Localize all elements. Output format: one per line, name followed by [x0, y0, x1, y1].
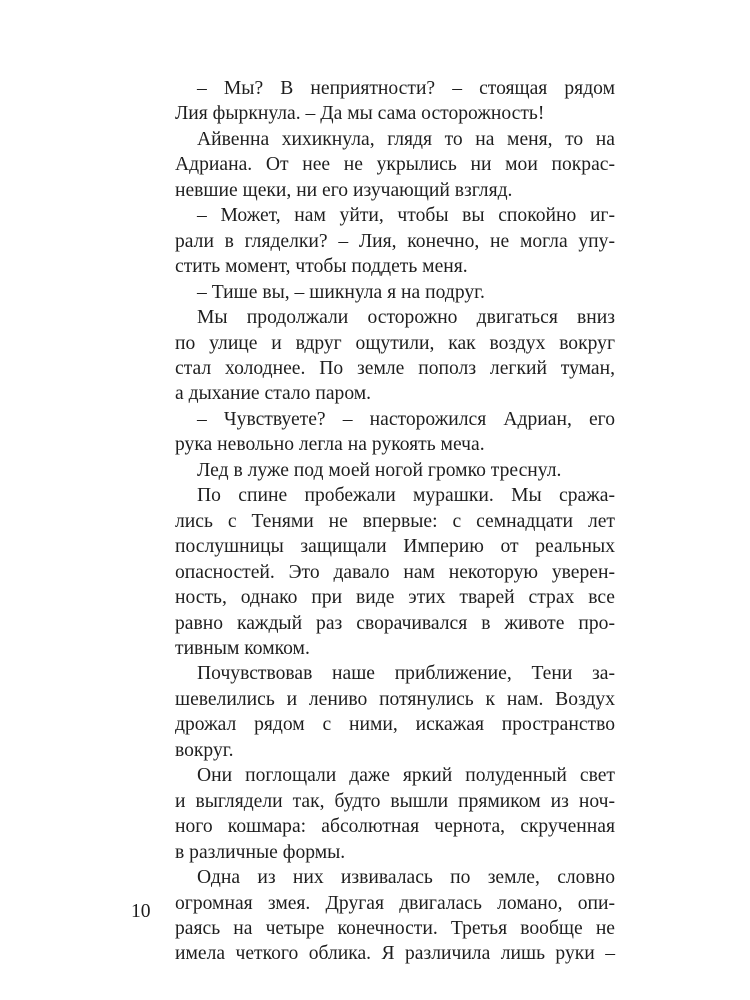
text-line: а дыхание стало паром.: [175, 383, 372, 405]
text-line: ного кошмара: абсолютная чернота, скрученная: [175, 816, 615, 838]
paragraph: [175, 458, 615, 483]
text-line: по улице и вдруг ощутили, как воздух вокруг: [175, 332, 615, 354]
text-line: Лия фыркнула. – Да мы сама осторожность!: [175, 103, 545, 125]
paragraph: [175, 865, 615, 967]
text-line: в различные формы.: [175, 841, 346, 863]
paragraph: [175, 280, 615, 305]
text-line: ность, однако при виде этих тварей страх все: [175, 587, 615, 609]
text-line: Адриана. От нее не укрылись ни мои покрас-: [175, 154, 615, 176]
text-line: Одна из них извивалась по земле, словно: [197, 867, 615, 889]
text-line: равно каждый раз сворачивался в животе про-: [175, 612, 615, 634]
paragraph: [175, 763, 615, 865]
text-line: дрожал рядом с ними, искажая пространство: [175, 714, 615, 736]
text-line: Айвенна хихикнула, глядя то на меня, то на: [197, 128, 615, 150]
text-line: лись с Тенями не впервые: с семнадцати лет: [175, 510, 615, 532]
paragraph: [175, 203, 615, 279]
paragraph: [175, 483, 615, 661]
text-line: шевелились и лениво потянулись к нам. Воздух: [175, 688, 615, 710]
text-line: опасностей. Это давало нам некоторую уверен-: [175, 561, 615, 583]
text-line: – Мы? В неприятности? – стоящая рядом: [197, 78, 615, 99]
text-line: и выглядели так, будто вышли прямиком из ноч-: [175, 790, 615, 812]
text-line: – Чувствуете? – насторожился Адриан, его: [197, 408, 615, 430]
text-line: Почувствовав наше приближение, Тени за-: [197, 663, 615, 685]
text-line: имела четкого облика. Я различила лишь руки –: [175, 943, 615, 965]
paragraph: [175, 661, 615, 763]
text-line: – Тише вы, – шикнула я на подруг.: [197, 281, 485, 303]
text-line: огромная змея. Другая двигалась ломано, опи-: [175, 892, 615, 914]
text-line: – Может, нам уйти, чтобы вы спокойно иг-: [197, 205, 615, 227]
text-line: тивным комком.: [175, 637, 310, 659]
text-line: невшие щеки, ни его изучающий взгляд.: [175, 179, 513, 201]
page-number: 10: [131, 901, 151, 922]
text-line: рука невольно легла на рукоять меча.: [175, 434, 485, 456]
text-line: послушницы защищали Империю от реальных: [175, 536, 615, 558]
paragraph: [175, 76, 615, 127]
text-line: раясь на четыре конечности. Третья вообще не: [175, 917, 615, 939]
text-line: Мы продолжали осторожно двигаться вниз: [197, 307, 615, 329]
paragraph: [175, 127, 615, 203]
paragraph: [175, 305, 615, 407]
text-line: вокруг.: [175, 739, 234, 761]
text-line: рали в гляделки? – Лия, конечно, не могла упу-: [175, 230, 615, 252]
page-text: [175, 76, 615, 967]
text-line: стал холоднее. По земле пополз легкий туман,: [175, 357, 615, 379]
text-line: стить момент, чтобы поддеть меня.: [175, 256, 468, 278]
text-line: Они поглощали даже яркий полуденный свет: [197, 765, 615, 787]
text-line: Лед в луже под моей ногой громко треснул.: [197, 459, 562, 481]
paragraph: [175, 407, 615, 458]
text-line: По спине пробежали мурашки. Мы сража-: [197, 485, 615, 507]
